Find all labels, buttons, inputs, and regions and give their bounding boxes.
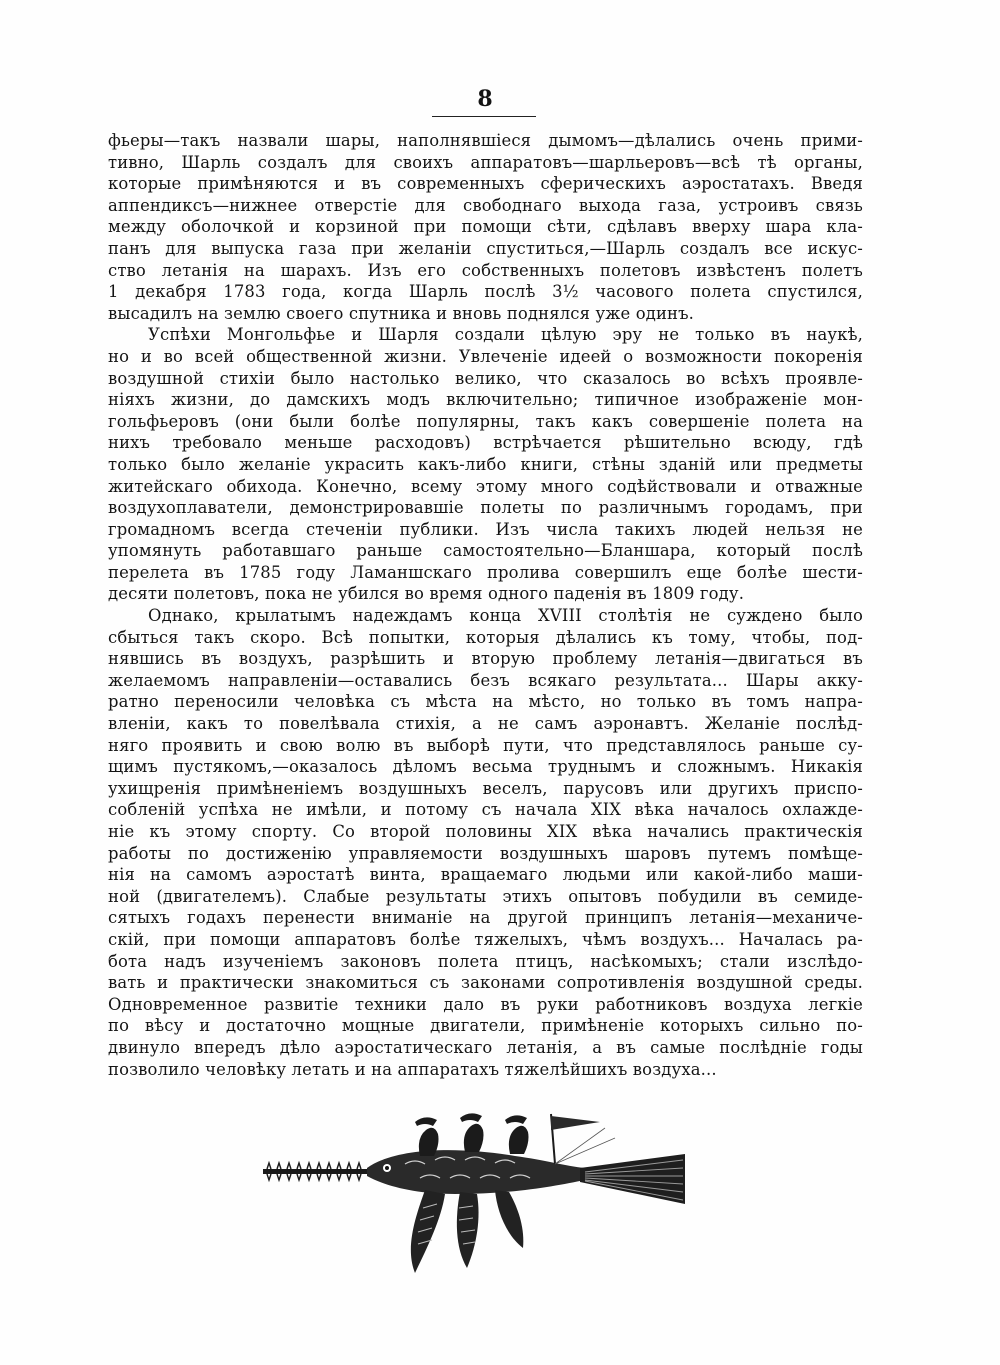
text-line: скій, при помощи аппаратовъ болѣе тяжелыхъ, чѣмъ воздухъ... Началась ра- bbox=[108, 929, 863, 949]
text-line: щимъ пустякомъ,—оказалось дѣломъ весьма труднымъ и сложнымъ. Никакія bbox=[108, 757, 863, 777]
text-line: Успѣхи Монгольфье и Шарля создали цѣлую эру не только въ наукѣ, bbox=[148, 325, 863, 345]
text-line: двинуло впередъ дѣло аэростатическаго летанія, а въ самые послѣдніе годы bbox=[108, 1037, 863, 1057]
text-line: 1 декабря 1783 года, когда Шарль послѣ 3½ часового полета спустился, bbox=[108, 282, 863, 302]
text-line: няго проявить и свою волю въ выборѣ пути, что представлялось раньше су- bbox=[108, 735, 863, 755]
text-line: ніе къ этому спорту. Со второй половины XIX вѣка начались практическія bbox=[108, 822, 863, 841]
text-line: нія на самомъ аэростатѣ винта, вращаемаго людьми или какой-либо маши- bbox=[108, 865, 863, 885]
page-number-rule bbox=[432, 116, 536, 117]
text-line: вленіи, какъ то повелѣвала стихія, а не самъ аэронавтъ. Желаніе послѣд- bbox=[108, 714, 863, 734]
flying-fish-illustration bbox=[255, 1108, 695, 1278]
text-line: нявшись въ воздухъ, разрѣшить и вторую проблему летанія—двигаться въ bbox=[108, 649, 863, 669]
text-line: нихъ требовало меньше расходовъ) встрѣчается рѣшительно всюду, гдѣ bbox=[108, 433, 863, 453]
text-line: которые примѣняются и въ современныхъ сферическихъ аэростатахъ. Введя bbox=[108, 174, 863, 194]
pennant bbox=[551, 1116, 600, 1130]
text-line: гольфьеровъ (они были болѣе популярны, такъ какъ совершеніе полета на bbox=[108, 411, 863, 431]
text-line: ухищренія примѣненіемъ воздушныхъ веселъ, парусовъ или другихъ приспо- bbox=[108, 778, 863, 798]
text-line: житейскаго обихода. Конечно, всему этому много содѣйствовали и отважные bbox=[108, 476, 863, 496]
text-line: высадилъ на землю своего спутника и вновь поднялся уже одинъ. bbox=[108, 303, 695, 323]
text-line: по вѣсу и достаточно мощные двигатели, примѣненіе которыхъ сильно по- bbox=[108, 1016, 863, 1036]
page-number: 8 bbox=[477, 86, 493, 112]
text-line: тивно, Шарль создалъ для своихъ аппаратовъ—шарльеровъ—всѣ тѣ органы, bbox=[108, 152, 863, 172]
text-line: воздушной стихіи было настолько велико, что сказалось во всѣхъ проявле- bbox=[108, 368, 863, 388]
text-line: между оболочкой и корзиной при помощи сѣти, сдѣлавъ вверху шара кла- bbox=[108, 217, 863, 237]
text-line: воздухоплаватели, демонстрировавшіе полеты по различнымъ городамъ, при bbox=[108, 498, 863, 518]
text-line: ство летанія на шарахъ. Изъ его собственныхъ полетовъ извѣстенъ полетъ bbox=[108, 260, 863, 280]
text-line: Однако, крылатымъ надеждамъ конца XVIII столѣтія не суждено было bbox=[148, 606, 863, 626]
text-line: только было желаніе украсить какъ-либо книги, стѣны зданій или предметы bbox=[108, 454, 863, 474]
text-line: вать и практически знакомиться съ законами сопротивленія воздушной среды. bbox=[108, 973, 863, 993]
text-line: но и во всей общественной жизни. Увлеченіе идеей о возможности покоренія bbox=[108, 346, 863, 366]
text-line: позволило человѣку летать и на аппаратахъ тяжелѣйшихъ воздуха... bbox=[108, 1059, 717, 1079]
text-line: бота надъ изученіемъ законовъ полета птицъ, насѣкомыхъ; стали изслѣдо- bbox=[108, 951, 863, 971]
text-line: ратно переносили человѣка съ мѣста на мѣсто, но только въ томъ напра- bbox=[108, 692, 863, 712]
text-line: панъ для выпуска газа при желаніи спуститься,—Шарль создалъ все искус- bbox=[108, 238, 863, 258]
text-line: десяти полетовъ, пока не убился во время одного паденія въ 1809 году. bbox=[108, 584, 745, 604]
text-line: упомянуть работавшаго раньше самостоятельно—Бланшара, который послѣ bbox=[108, 541, 863, 561]
text-line: Одновременное развитіе техники дало въ руки работниковъ воздуха легкіе bbox=[108, 994, 863, 1014]
text-line: работы по достиженію управляемости воздушныхъ шаровъ путемъ помѣще- bbox=[108, 843, 863, 863]
text-line: перелета въ 1785 году Ламаншскаго пролива совершилъ еще болѣе шести- bbox=[108, 562, 863, 582]
text-line: громадномъ всегда стеченіи публики. Изъ числа такихъ людей нельзя не bbox=[108, 519, 863, 539]
text-line: ніяхъ жизни, до дамскихъ модъ включительно; типичное изображеніе мон- bbox=[108, 390, 863, 410]
text-line: желаемомъ направленіи—оставались безъ всякаго результата... Шары акку- bbox=[108, 670, 863, 690]
text-line: сбыться такъ скоро. Всѣ попытки, которыя дѣлались къ тому, чтобы, под- bbox=[108, 627, 863, 647]
text-line: сятыхъ годахъ перенести вниманіе на другой принципъ летанія—механиче- bbox=[108, 908, 863, 928]
text-line: аппендиксъ—нижнее отверстіе для свободнаго выхода газа, устроивъ связь bbox=[108, 195, 863, 215]
riders bbox=[415, 1113, 529, 1156]
text-line: собленій успѣха не имѣли, и потому съ начала XIX вѣка началось охлажде- bbox=[108, 800, 863, 820]
text-line: ной (двигателемъ). Слабые результаты этихъ опытовъ побудили въ семиде- bbox=[108, 886, 863, 906]
sawfish-bill bbox=[263, 1163, 373, 1180]
body-text bbox=[108, 130, 863, 1080]
text-line: фьеры—такъ назвали шары, наполнявшіеся дымомъ—дѣлались очень прими- bbox=[108, 131, 863, 150]
